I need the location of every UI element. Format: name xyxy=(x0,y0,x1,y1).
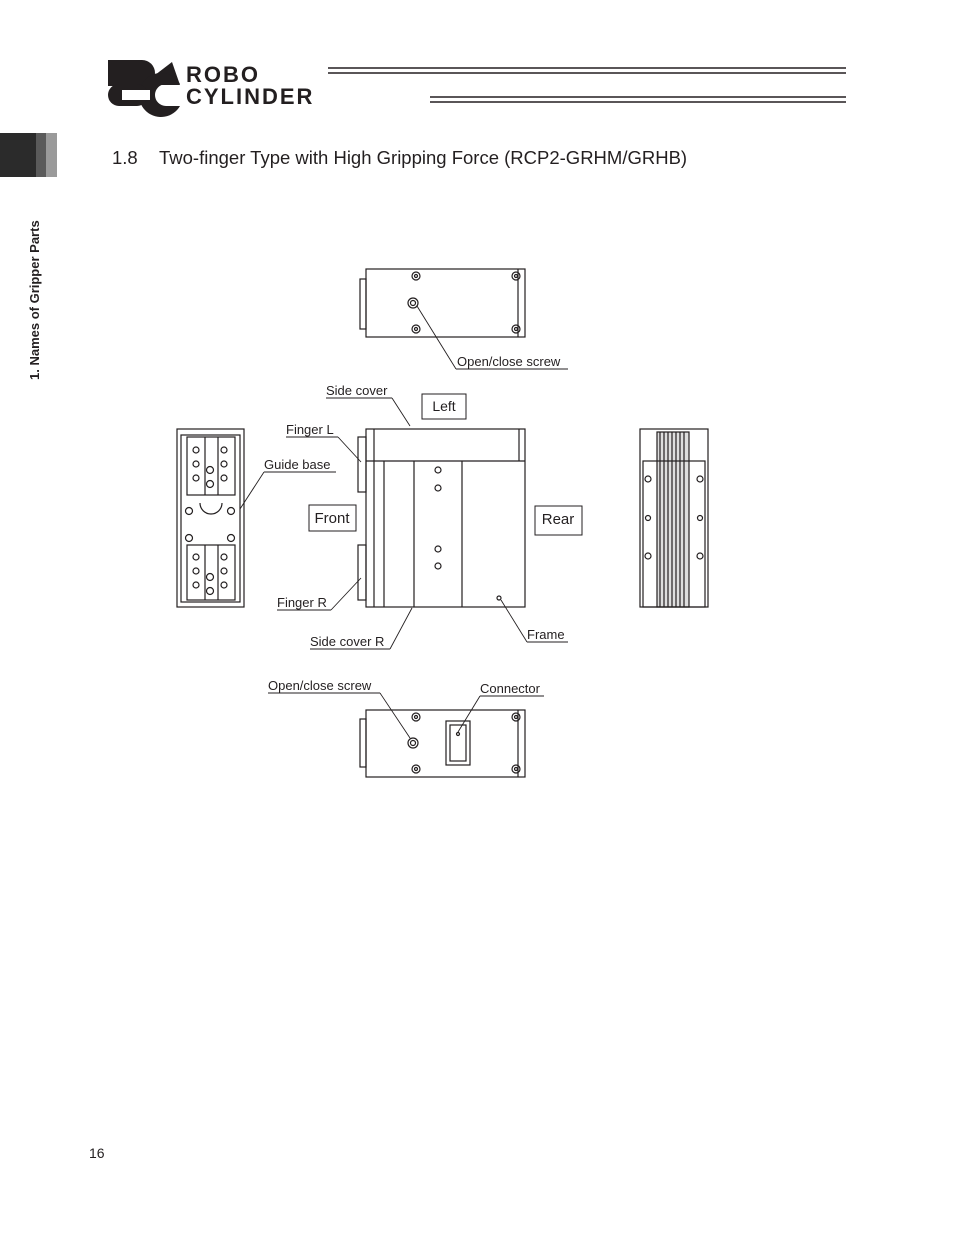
logo-robo: ROBO xyxy=(186,62,260,87)
label-open-close-screw-top: Open/close screw xyxy=(457,354,561,369)
label-left: Left xyxy=(432,398,456,414)
right-side-view xyxy=(640,429,708,607)
bottom-view xyxy=(360,710,525,777)
label-front: Front xyxy=(314,510,350,527)
front-view xyxy=(358,429,525,607)
chapter-label: 1. Names of Gripper Parts xyxy=(27,220,42,380)
left-side-view xyxy=(177,429,244,607)
label-side-cover: Side cover xyxy=(326,383,388,398)
label-frame: Frame xyxy=(527,627,565,642)
leader-lines xyxy=(240,306,568,738)
label-open-close-screw-bottom: Open/close screw xyxy=(268,678,372,693)
label-connector: Connector xyxy=(480,681,540,696)
label-finger-l: Finger L xyxy=(286,422,334,437)
label-rear: Rear xyxy=(541,511,575,528)
top-view xyxy=(360,269,525,337)
page-number: 16 xyxy=(89,1145,105,1161)
section-number: 1.8 xyxy=(112,147,138,168)
section-title-text: Two-finger Type with High Gripping Force (RCP2-GRHM/GRHB) xyxy=(159,147,688,168)
label-finger-r: Finger R xyxy=(277,595,327,610)
label-guide-base: Guide base xyxy=(264,457,331,472)
logo-cylinder: CYLINDER xyxy=(186,84,315,109)
label-side-cover-r: Side cover R xyxy=(310,634,385,649)
